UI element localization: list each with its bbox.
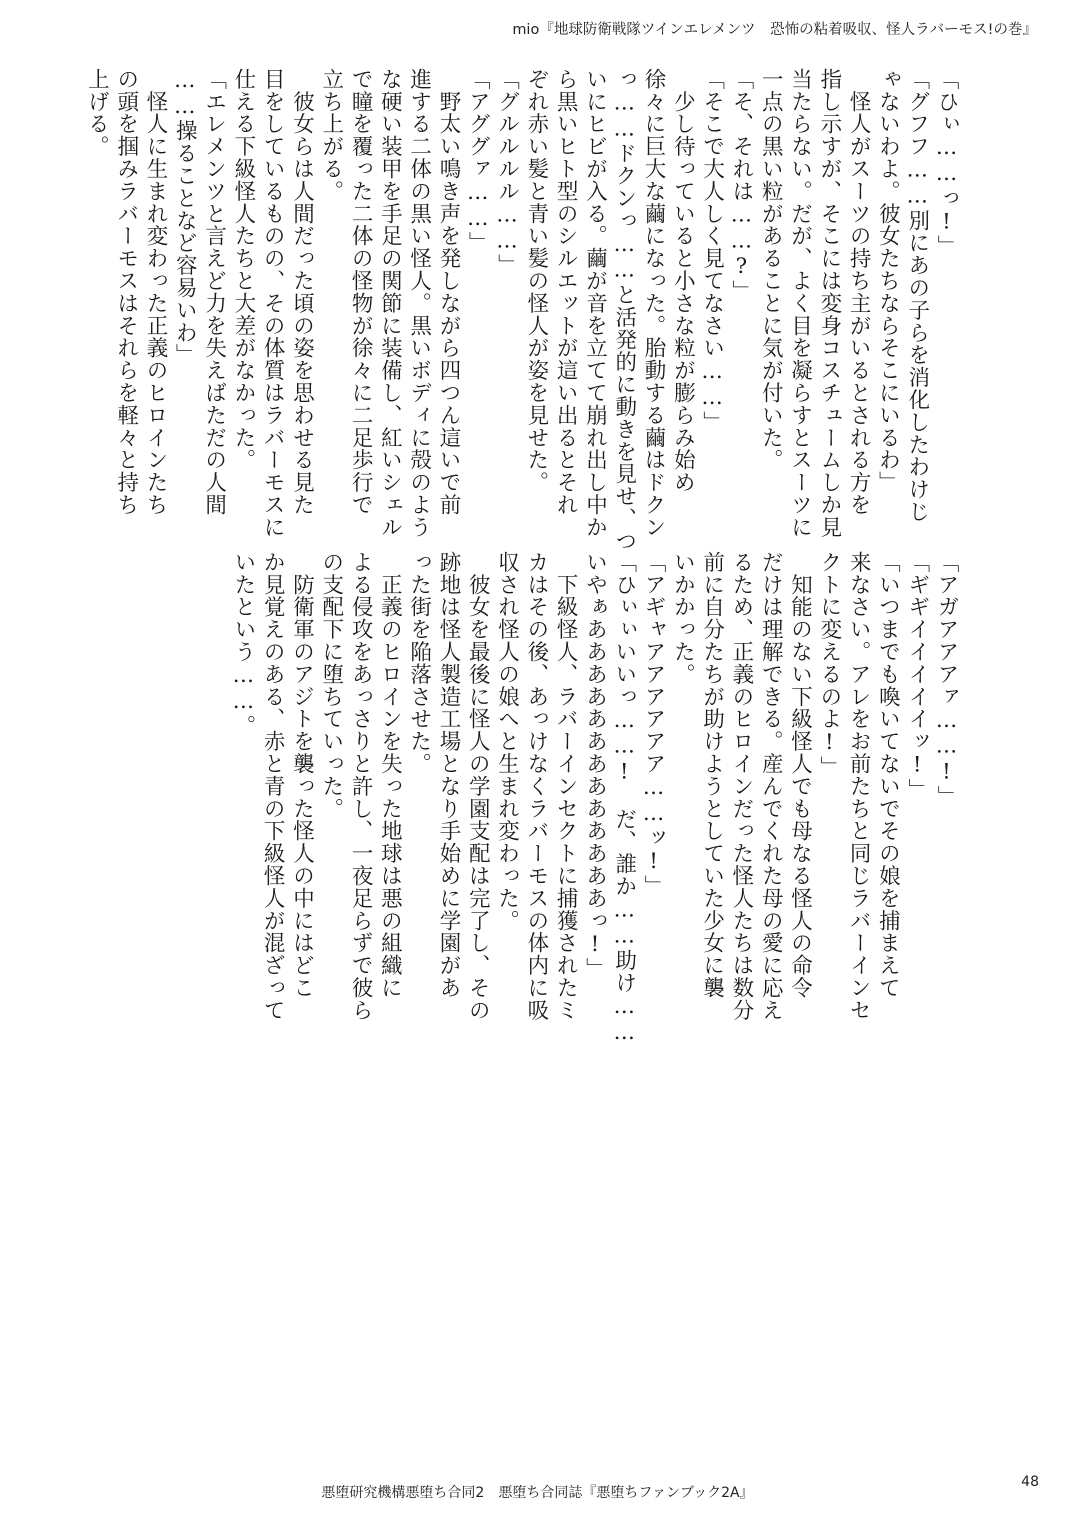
text-line: っ……ドクンっ……と活発的に動きを見せ、つ (611, 68, 637, 553)
body-text-upper (82, 68, 961, 553)
text-line: 野太い鳴き声を発しながら四つん這いで前 (435, 68, 461, 516)
text-line: な硬い装甲を手足の関節に装備し、紅いシェル (377, 68, 403, 539)
text-line: 「エレメンツと言えど力を失えばただの人間 (201, 68, 227, 516)
text-line: の支配下に堕ちていった。 (318, 551, 344, 820)
text-line: いかかった。 (670, 551, 696, 686)
text-line: 目をしているものの、その体質はラバーモスに (260, 68, 286, 539)
text-line: 進する二体の黒い怪人。黒いボディに殻のよう (406, 68, 432, 539)
text-line: 「グフフ……別にあの子らを消化したわけじ (904, 68, 930, 523)
text-line: よる侵攻をあっさりと許し、一夜足らずで彼ら (348, 551, 374, 1022)
text-line: ら黒いヒト型のシルエットが這い出るとそれ (553, 68, 579, 516)
text-line: 正義のヒロインを失った地球は悪の組織に (377, 551, 403, 999)
text-line: 怪人に生まれ変わった正義のヒロインたち (142, 68, 168, 516)
text-line: だけは理解できる。産んでくれた母の愛に応え (758, 551, 784, 1022)
text-line: 収され怪人の娘へと生まれ変わった。 (494, 551, 520, 932)
text-line: 一点の黒い粒があることに気が付いた。 (758, 68, 784, 472)
text-line: クトに変えるのよ!」 (816, 551, 842, 779)
text-line: 前に自分たちが助けようとしていた少女に襲 (699, 551, 725, 999)
text-line: 「アググァ……」 (465, 68, 491, 255)
text-line: いやぁあああああああああああああっ!」 (582, 551, 608, 981)
running-header: mio『地球防衛戦隊ツインエレメンツ 恐怖の粘着吸収、怪人ラバーモス!の巻』 (512, 22, 1037, 38)
text-line: 「ひぃぃいいっ……! だ、誰か……助け…… (611, 551, 637, 1046)
text-line: いにヒビが入る。繭が音を立てて崩れ出し中か (582, 68, 608, 539)
text-line: 「アガアアアァ……!」 (934, 551, 959, 808)
text-line: いたという……。 (230, 551, 256, 738)
text-line: 「そ、それは……?」 (728, 68, 754, 303)
text-line: 当たらない。だが、よく目を凝らすとスーツに (787, 68, 813, 539)
text-line: 怪人がスーツの持ち主がいるとされる方を (846, 68, 872, 516)
text-line: の頭を掴みラバーモスはそれらを軽々と持ち (113, 68, 139, 516)
text-line: で瞳を覆った二体の怪物が徐々に二足歩行で (348, 68, 374, 516)
text-line: カはその後、あっけなくラバーモスの体内に吸 (523, 551, 549, 1022)
text-line: 知能のない下級怪人でも母なる怪人の命令 (787, 551, 813, 999)
text-line: った街を陥落させた。 (406, 551, 432, 775)
text-line: 彼女らは人間だった頃の姿を思わせる見た (289, 68, 315, 516)
text-line: 来なさい。アレをお前たちと同じラバーインセ (846, 551, 872, 1022)
text-line: 「アギャアアアアアア……ッ!」 (641, 551, 667, 898)
text-line: 下級怪人、ラバーインセクトに捕獲されたミ (553, 551, 579, 1022)
text-line: 彼女を最後に怪人の学園支配は完了し、その (465, 551, 491, 1022)
text-line: か見覚えのある、赤と青の下級怪人が混ざって (260, 551, 286, 1022)
text-line: ゃないわよ。彼女たちならそこにいるわ」 (875, 68, 901, 494)
text-line: 防衛軍のアジトを襲った怪人の中にはどこ (289, 551, 315, 999)
text-line: ……操ることなど容易いわ」 (172, 68, 198, 367)
text-line: 立ち上がる。 (318, 68, 344, 203)
text-line: 「グルルルル……」 (494, 68, 520, 277)
text-line: 少し待っていると小さな粒が膨らみ始め (670, 68, 696, 494)
text-line: 「そこで大人しく見てなさい……」 (699, 68, 725, 434)
footer-title: 悪堕研究機構悪堕ち合同2 悪堕ち合同誌『悪堕ちファンブック2A』 (321, 1485, 754, 1501)
text-line: 「ギギイイイイイッ!」 (904, 551, 930, 801)
text-line: るため、正義のヒロインだった怪人たちは数分 (728, 551, 754, 1022)
text-line: 跡地は怪人製造工場となり手始めに学園があ (435, 551, 461, 999)
text-line: 徐々に巨大な繭になった。胎動する繭はドクン (641, 68, 667, 539)
text-line: 「ひぃ……っ!」 (934, 68, 959, 258)
text-line: 上げる。 (84, 68, 110, 158)
text-line: ぞれ赤い髪と青い髪の怪人が姿を見せた。 (523, 68, 549, 494)
text-line: 「いつまでも喚いてないでその娘を捕まえて (875, 551, 901, 999)
body-text-lower (229, 551, 961, 1046)
text-line: 指し示すが、そこには変身コスチュームしか見 (816, 68, 842, 539)
text-line: 仕える下級怪人たちと大差がなかった。 (230, 68, 256, 472)
page-number: 48 (1021, 1474, 1039, 1490)
